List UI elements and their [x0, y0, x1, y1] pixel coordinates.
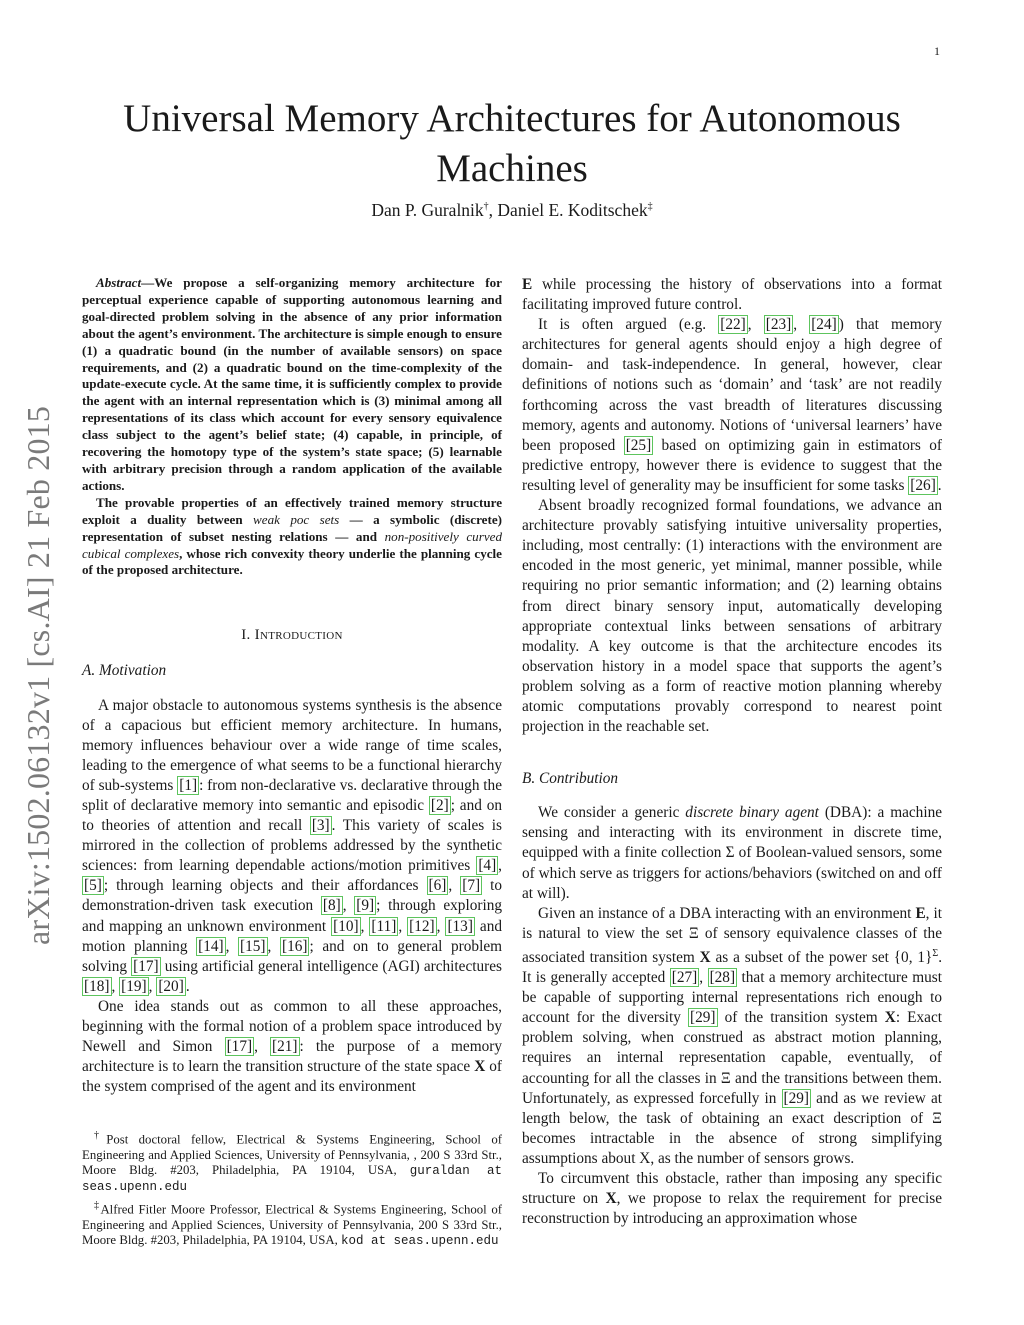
- author-list: [80, 200, 944, 221]
- body-paragraph: [522, 275, 942, 315]
- abstract-paragraph: [82, 275, 502, 495]
- text: It is often argued (e.g.: [538, 316, 719, 334]
- text: One idea stands out as common to all these approaches, beginning with the formal notion of a problem space introduced by Newell and Simon: [82, 997, 502, 1056]
- citation-link[interactable]: [18]: [84, 977, 110, 995]
- footnote-mark: †: [94, 1130, 107, 1141]
- author-name: Dan P. Guralnik: [371, 200, 484, 220]
- text: : the purpose of a memory architecture is to learn the transition structure of the state space: [82, 1038, 503, 1076]
- footnote-email: guraldan at seas.upenn.edu: [82, 1163, 503, 1195]
- abstract-term: non-positively curved cubical complexes: [82, 528, 502, 561]
- citation-link[interactable]: [25]: [625, 436, 652, 454]
- title-line-2: Machines: [436, 147, 588, 190]
- text: using artificial general intelligence (AGI) architectures: [160, 957, 502, 975]
- text: ) that memory architectures for general agents should enjoy a high degree of domain- and task-independence. In general, however, clear definitions of notions such as ‘domain’ and ‘task’ are not readily forthcoming across the vast breadth of literatures discussing memory, agents and autonomy. Notions of ‘universal learners’ have been proposed: [522, 316, 943, 454]
- text: We consider a generic: [538, 804, 686, 822]
- citation-link[interactable]: [14]: [198, 937, 224, 955]
- body-paragraph: Absent broadly recognized formal foundations, we advance an architecture provably satisfying intuitive universality properties, including, most centrally: (1) interactions with the environment are encoded in the most generic, yet minimal, manner possible, while requiring no prior semantic information; and (2) learning obtains from direct binary sensory input, automatically developing appropriate contextual links between sensations of arbitrary modality. A key outcome is that the architecture encodes its observation history in a model space that supports the agent’s problem solving as a form of reactive motion planning whereby atomic computations provably correspond to nearest point projection in the reachable set.: [522, 497, 942, 736]
- text: based on optimizing gain in estimators of predictive entropy, however there is evidence to suggest that the resulting level of generality may be insufficient for some tasks: [522, 436, 942, 494]
- abstract-text: —We propose a self-organizing memory architecture for perceptual experience capable of supporting autonomous learning and goal-directed problem solving in the absence of any prior information about the agent’s environment. The architecture is simple enough to ensure (1) a quadratic bound (in the number of available sensors) on space requirements, and (2) a quadratic bound on the time-complexity of the update-execute cycle. At the same time, it is sufficiently complex to provide the agent with an internal representation which is (3) minimal among all representations of its class which account for every sensory equivalence class subject to the agent’s belief state; (4) capable, in principle, of recovering the homotopy type of the system’s state space; (5) learnable with arbitrary precision through a random application of the available actions.: [82, 275, 502, 493]
- text: .: [937, 476, 942, 494]
- citation-link[interactable]: [23]: [765, 316, 792, 334]
- text: as a subset of the power set {0, 1}: [710, 949, 933, 966]
- text: , we propose to relax the requirement for precise reconstruction by introducing an approximation whose: [522, 1190, 942, 1228]
- citation-link[interactable]: [22]: [720, 316, 746, 334]
- math-superscript: Σ: [932, 947, 939, 959]
- text: . It is generally accepted: [522, 949, 943, 987]
- abstract-text: , whose rich convexity theory underlie the planning cycle of the proposed architecture.: [82, 545, 502, 578]
- author-separator: ,: [488, 200, 498, 220]
- citation-link[interactable]: [16]: [281, 937, 308, 955]
- text: while processing the history of observations into a format facilitating improved future control.: [522, 276, 942, 314]
- citation-link[interactable]: [24]: [811, 316, 837, 334]
- math-symbol: X: [605, 1190, 617, 1208]
- citation-link[interactable]: [7]: [462, 877, 481, 895]
- text: and as we review at length below, the task of obtaining an exact description of Ξ becomes intractable in the absence of strong simplifying assumptions about X, as the number of sensors grows.: [522, 1089, 942, 1167]
- text: ; and on to general problem solving: [82, 937, 503, 975]
- citation-link[interactable]: [9]: [356, 897, 375, 915]
- citation-link[interactable]: [3]: [311, 817, 330, 835]
- math-symbol: E: [522, 276, 533, 293]
- text: . This variety of scales is mirrored in the collection of problems addressed by the synthetic sciences: from learning dependable actions/motion primitives: [82, 817, 502, 875]
- citation-link[interactable]: [8]: [322, 897, 341, 915]
- section-title: Introduction: [254, 627, 343, 644]
- footnote: [82, 1198, 502, 1249]
- math-symbol: X: [884, 1009, 896, 1027]
- text: that a memory architecture must be capable of supporting internal representations rich enough to account for the diversity: [522, 969, 942, 1027]
- text: : Exact problem solving, when construed as abstract motion planning, requires an internal representation capable, eventually, of accounting for all the classes in Ξ and the transitions between them. Unfortunately, as expressed forcefully in: [522, 1009, 942, 1107]
- text: , it is natural to view the set Ξ of sensory equivalence classes of the associated transition system: [522, 904, 942, 966]
- arxiv-stamp: arXiv:1502.06132v1 [cs.AI] 21 Feb 2015: [20, 405, 56, 945]
- math-symbol: X: [474, 1058, 486, 1076]
- citation-link[interactable]: [5]: [84, 877, 102, 895]
- footnotes: [82, 1128, 502, 1253]
- term: discrete binary agent: [685, 804, 819, 822]
- citation-link[interactable]: [15]: [240, 937, 266, 955]
- citation-link[interactable]: [6]: [428, 877, 447, 895]
- text: ; through exploring and mapping an unknown environment: [82, 897, 502, 935]
- body-paragraph: Given an instance of a DBA interacting with an environment E, it is natural to view the set Ξ of sensory equivalence classes of the associated transition system X as a subset of the power set {0, 1}$^\Sigma$. It is generally accepted [27] , [28] that a memory architecture must be capable of supporting internal representations rich enough to account for the diversity [29] of the transition system X: Exact problem solving, when construed as abstract motion planning, requires an internal representation capable, eventually, of accounting for all the classes in Ξ and the transitions between them. Unfortunately, as expressed forcefully in [29] and as we review at length below, the task of obtaining an exact description of Ξ becomes intractable in the absence of strong simplifying assumptions about X, as the number of sensors grows.: [522, 904, 943, 1167]
- citation-link[interactable]: [10]: [333, 917, 359, 935]
- citation-link[interactable]: [20]: [158, 977, 184, 995]
- footnote-mark: ‡: [94, 1200, 101, 1212]
- citation-link[interactable]: [27]: [671, 969, 698, 987]
- citation-link[interactable]: [26]: [910, 476, 936, 494]
- text: ; through learning objects and their affordances: [103, 877, 427, 895]
- section-number: I.: [241, 627, 255, 644]
- math-symbol: E: [915, 904, 926, 922]
- body-paragraph: One idea stands out as common to all these approaches, beginning with the formal notion of a problem space introduced by Newell and Simon [17] , [21] : the purpose of a memory architecture is to learn the transition structure of the state space X of the system comprised of the agent and its environment: [82, 997, 503, 1096]
- footnote-text: Alfred Fitler Moore Professor, Electrical & Systems Engineering, School of Engineering and Applied Sciences, University of Pennsylvania, 200 S 33rd Str., Moore Bldg. #203, Philadelphia, PA 19104, USA,: [82, 1202, 502, 1248]
- citation-link[interactable]: [1]: [179, 776, 198, 794]
- footnote: [82, 1128, 502, 1195]
- body-paragraph: A major obstacle to autonomous systems synthesis is the absence of a capacious but efficient memory architecture. In humans, memory influences behaviour over a wide range of time scales, leading to the emergence of what seems to be a functional hierarchy of sub-systems [1] : from non-declarative vs. declarative through the split of declarative memory into semantic and episodic [2] ; and on to theories of attention and recall [3] . This variety of scales is mirrored in the collection of problems addressed by the synthetic sciences: from learning dependable actions/motion primitives [4] , [5] ; through learning objects and their affordances [6] , [7] to demonstration-driven task execution [8] , [9] ; through exploring and mapping an unknown environment [10] , [11] , [12] , [13] and motion planning [14] , [15] , [16] ; and on to general problem solving [17] using artificial general intelligence (AGI) architectures [18] , [19] , [20] .: [82, 696, 503, 995]
- text: and motion planning: [82, 917, 502, 955]
- author-name: Daniel E. Koditschek: [497, 200, 648, 220]
- footnote-text: Post doctoral fellow, Electrical & Systems Engineering, School of Engineering and Applied Sciences, University of Pennsylvania, , 200 S 33rd Str., Moore Bldg. #203, Philadelphia, PA 19104, USA,: [82, 1132, 503, 1177]
- footnote-email: kod at seas.upenn.edu: [341, 1234, 499, 1249]
- paper-title: [80, 94, 944, 194]
- title-line-1: Universal Memory Architectures for Autonomous: [123, 97, 901, 140]
- math-symbol: X: [699, 949, 711, 966]
- text: of the system comprised of the agent and its environment: [82, 1058, 502, 1096]
- citation-link[interactable]: [21]: [272, 1038, 298, 1056]
- citation-link[interactable]: [29]: [690, 1009, 716, 1027]
- abstract-text: The provable properties of an effectively trained memory structure exploit a duality between: [82, 494, 502, 527]
- affiliation-mark: ‡: [647, 201, 653, 213]
- text: .: [185, 977, 190, 995]
- citation-link[interactable]: [2]: [430, 796, 449, 814]
- section-heading: [82, 625, 502, 645]
- citation-link[interactable]: [13]: [447, 917, 473, 935]
- citation-link[interactable]: [28]: [709, 969, 736, 987]
- abstract-paragraph: [82, 495, 502, 580]
- text: Given an instance of a DBA interacting with an environment: [538, 904, 916, 922]
- citation-link[interactable]: [11]: [371, 917, 397, 935]
- text: To circumvent this obstacle, rather than imposing any specific structure on: [522, 1170, 942, 1208]
- text: (DBA): a machine sensing and interacting with its environment in discrete time, equipped with a finite collection Σ of Boolean-valued sensors, some of which serve as triggers for actions/behaviors (switched on and off at will).: [522, 804, 943, 902]
- body-paragraph: [522, 803, 942, 903]
- citation-link[interactable]: [12]: [409, 917, 435, 935]
- subsection-heading: A. Motivation: [82, 662, 167, 680]
- page-number: 1: [934, 44, 940, 58]
- text: : from non-declarative vs. declarative through the split of declarative memory into semantic and episodic: [82, 776, 502, 814]
- citation-link[interactable]: [29]: [783, 1089, 810, 1107]
- abstract: [82, 275, 502, 579]
- text: of the transition system: [717, 1009, 885, 1027]
- abstract-text: — a symbolic (discrete) representation of subset nesting relations — and: [82, 511, 503, 544]
- body-paragraph: [522, 1169, 942, 1229]
- affiliation-mark: †: [483, 201, 489, 213]
- text: ; and on to theories of attention and recall: [82, 796, 502, 835]
- abstract-lead: Abstract: [96, 275, 142, 290]
- text: to demonstration-driven task execution: [82, 877, 502, 915]
- citation-link[interactable]: [19]: [121, 977, 147, 995]
- citation-link[interactable]: [4]: [478, 857, 497, 875]
- left-column: [82, 275, 502, 1097]
- right-column: [522, 275, 942, 1229]
- body-paragraph: It is often argued (e.g. [22] , [23] , [24] ) that memory architectures for general agents should enjoy a high degree of domain- and task-independence. In general, however, clear definitions of notions such as ‘domain’ and ‘task’ are not readily forthcoming across the vast breadth of literatures discussing memory, agents and autonomy. Notions of ‘universal learners’ have been proposed [25] based on optimizing gain in estimators of predictive entropy, however there is evidence to suggest that the resulting level of generality may be insufficient for some tasks [26] .: [522, 316, 943, 494]
- subsection-heading: B. Contribution: [522, 770, 619, 788]
- text: A major obstacle to autonomous systems synthesis is the absence of a capacious but efficient memory architecture. In humans, memory influences behaviour over a wide range of time scales, leading to the emergence of what seems to be a functional hierarchy of sub-systems: [82, 696, 502, 794]
- abstract-term: weak poc sets: [253, 511, 340, 527]
- citation-link[interactable]: [17]: [133, 957, 159, 975]
- citation-link[interactable]: [17]: [226, 1038, 253, 1056]
